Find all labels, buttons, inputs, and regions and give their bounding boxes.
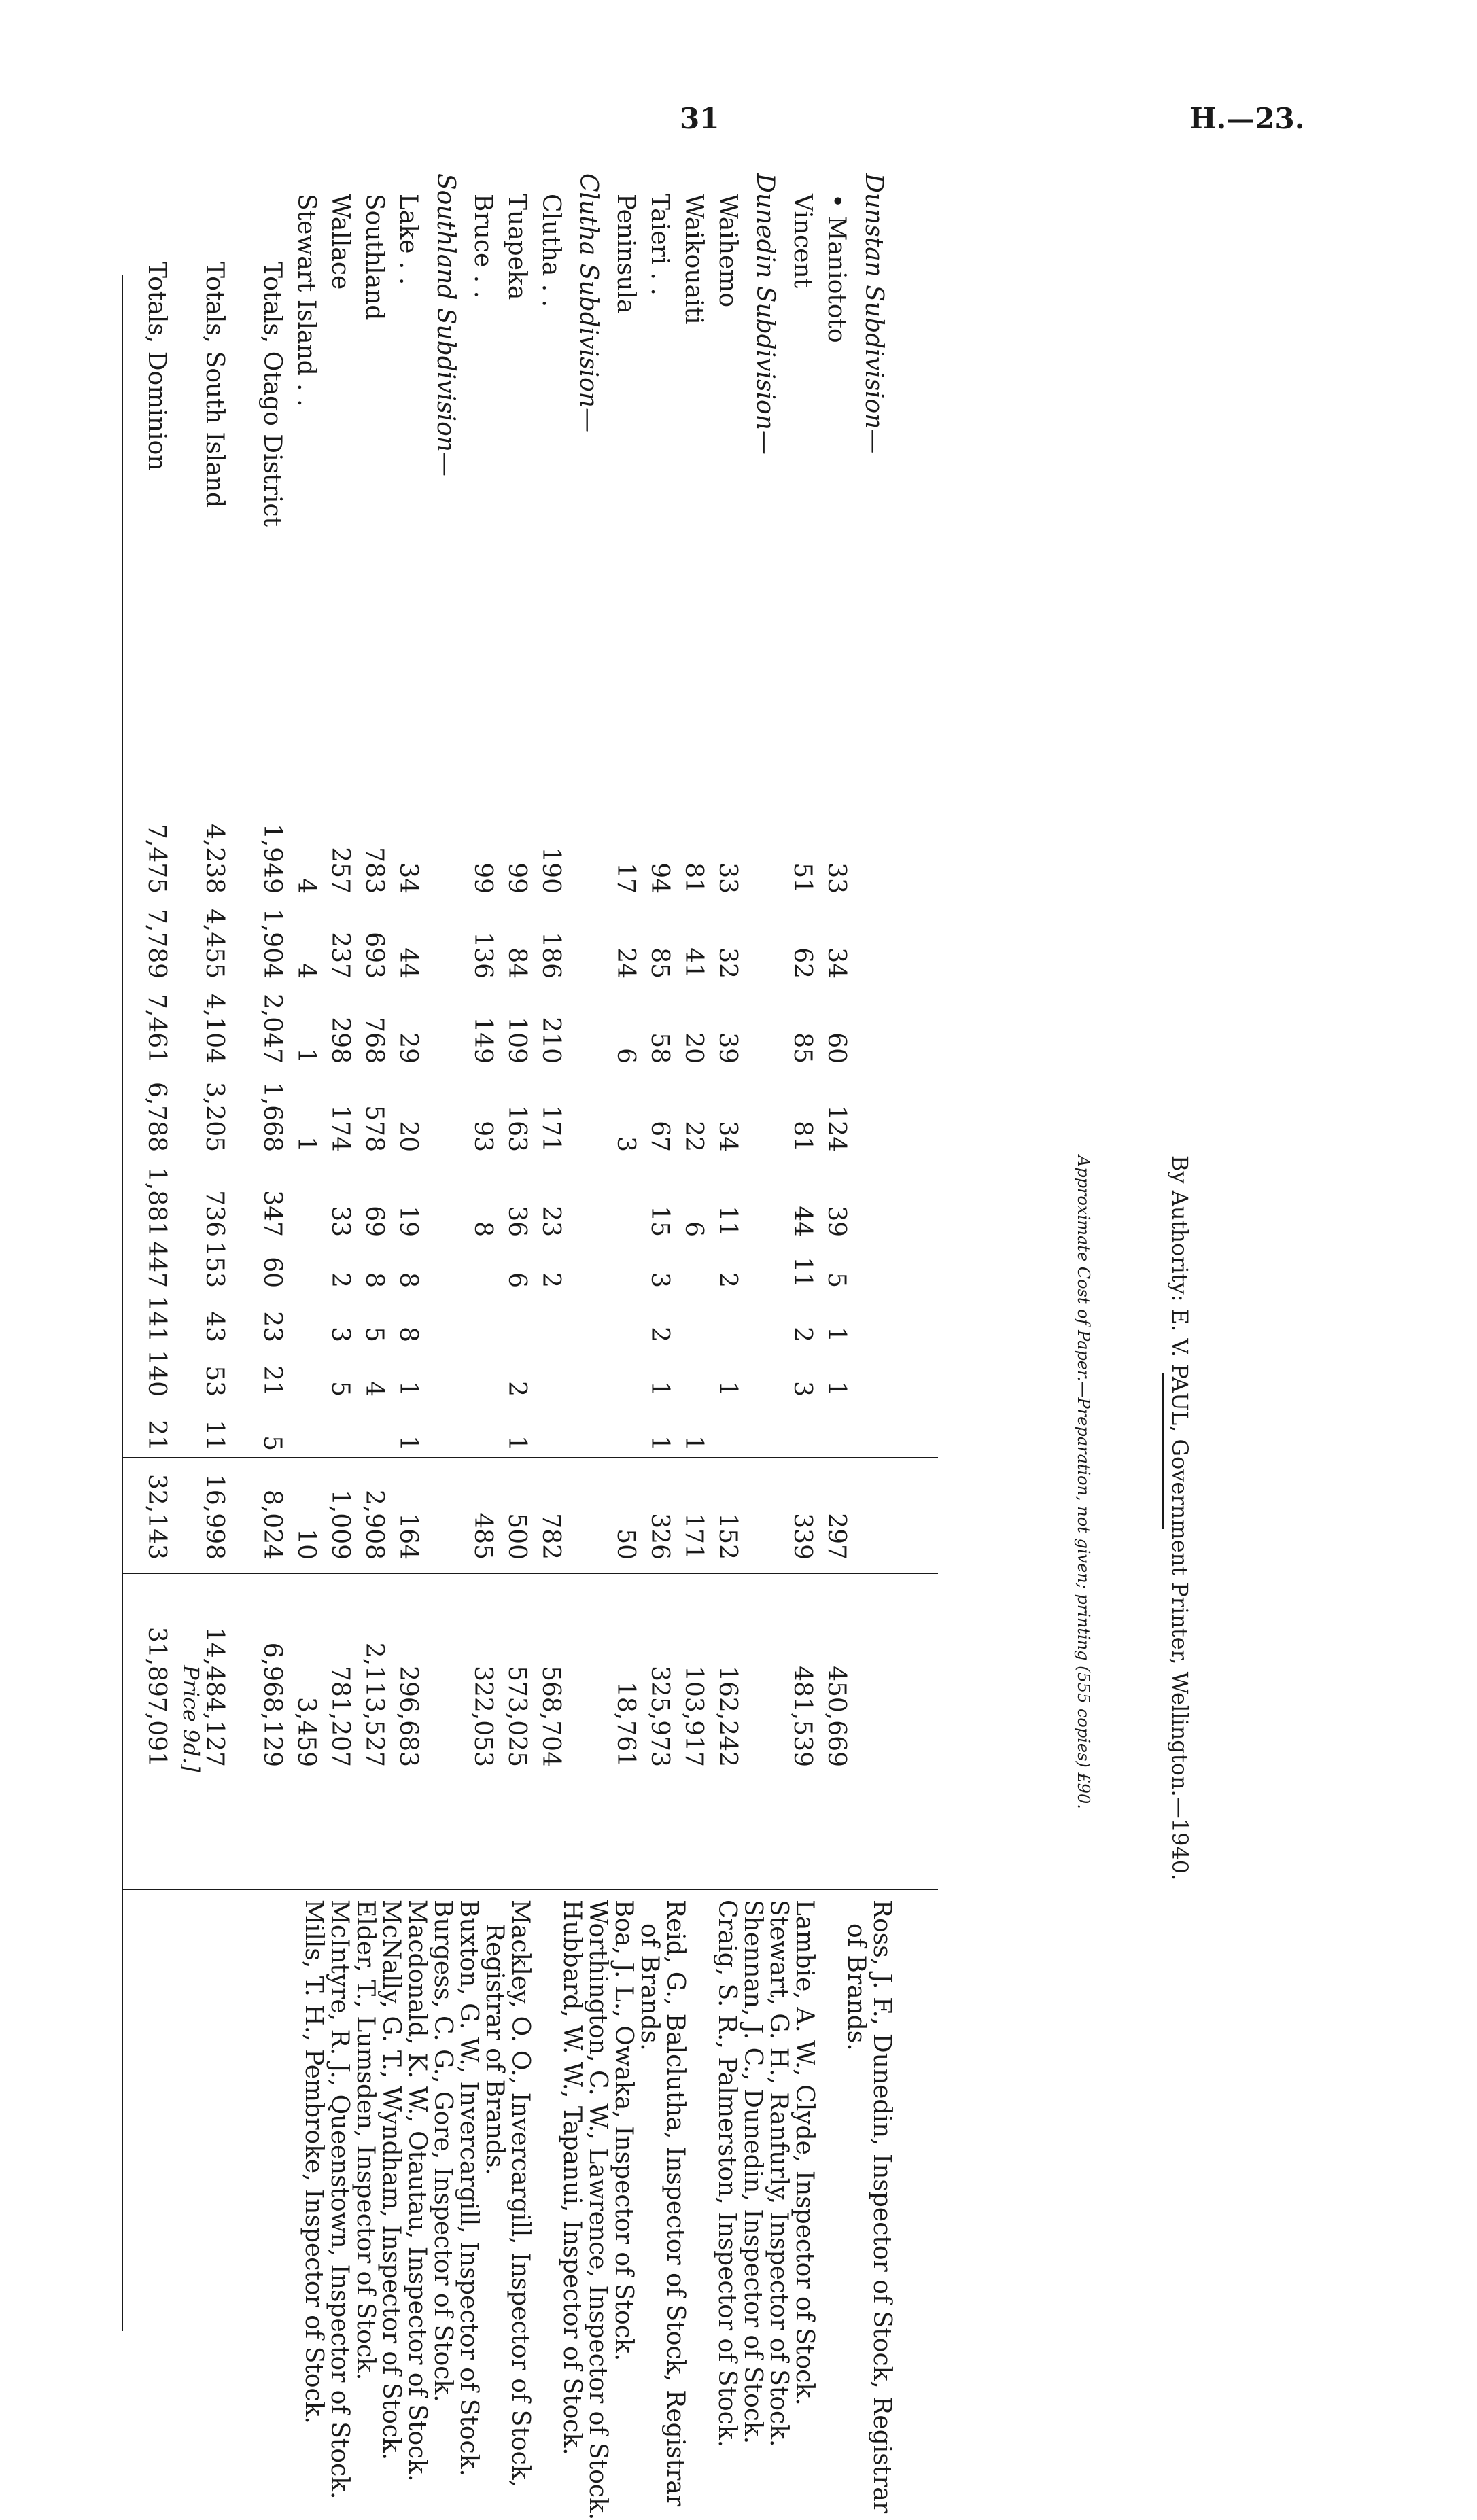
cell: 8 — [360, 1272, 388, 1288]
row-label: Dunstan Subdivision— — [860, 173, 888, 454]
cell: 34 — [714, 1121, 742, 1152]
inspector-text: McNally, G. T., Wyndham, Inspector of Stock. — [377, 1900, 405, 2461]
cell: 1 — [646, 1381, 674, 1397]
cell: 8 — [469, 1221, 497, 1237]
inspector-entry — [555, 173, 589, 2455]
cell: 6 — [680, 1221, 708, 1237]
cell: 1 — [680, 1435, 708, 1451]
cell: 14,484,127 — [201, 1626, 228, 1767]
cell: 124 — [822, 1105, 850, 1152]
cell: 450,669 — [822, 1666, 850, 1767]
cell: 32,143 — [143, 1474, 171, 1560]
cell: 171 — [680, 1513, 708, 1560]
cell: 33 — [822, 862, 850, 894]
cell: 485 — [469, 1513, 497, 1560]
row-label: Lake . . — [394, 194, 422, 285]
cell: 190 — [537, 847, 565, 894]
row-label: Dunedin Subdivision— — [751, 173, 779, 455]
cell: 23 — [537, 1206, 565, 1237]
cell: 781,207 — [326, 1666, 354, 1767]
cell: 23 — [258, 1311, 286, 1342]
cell: 136 — [469, 932, 497, 979]
row-label: Wallace — [326, 194, 354, 290]
cell: 7,461 — [143, 993, 171, 1064]
inspector-text: Elder, T., Lumsden, Inspector of Stock. — [351, 1900, 379, 2381]
cell: 141 — [143, 1295, 171, 1342]
cell: 3,459 — [292, 1696, 320, 1767]
row-label: Southland — [360, 194, 388, 321]
cell: 1,904 — [258, 908, 286, 979]
row-label: • Maniototo — [822, 194, 850, 343]
cell: 4,238 — [201, 823, 228, 894]
cell: 11 — [201, 1420, 228, 1451]
cell: 162,242 — [714, 1666, 742, 1767]
cell: 5 — [360, 1327, 388, 1342]
cell: 4,455 — [201, 908, 228, 979]
cell: 3 — [612, 1136, 640, 1152]
cell: 21 — [143, 1420, 171, 1451]
cell: 81 — [680, 862, 708, 894]
inspector-text: of Brands. — [636, 1923, 663, 2051]
cell: 22 — [680, 1121, 708, 1152]
cell: 109 — [503, 1017, 531, 1064]
cell: 736 — [201, 1190, 228, 1237]
cell: 163 — [503, 1105, 531, 1152]
cell: 322,053 — [469, 1666, 497, 1767]
cell: 60 — [822, 1032, 850, 1064]
cell: 60 — [258, 1257, 286, 1288]
inspector-text: Boa, J. L., Owaka, Inspector of Stock. — [610, 1900, 638, 2362]
price-note: Price 9d.] — [178, 1665, 204, 1772]
cell: 4 — [292, 878, 320, 894]
cell: 568,704 — [537, 1666, 565, 1767]
cell: 2 — [537, 1272, 565, 1288]
cell: 1 — [822, 1381, 850, 1397]
cell: 578 — [360, 1105, 388, 1152]
cell: 94 — [646, 862, 674, 894]
cell: 1 — [822, 1327, 850, 1342]
cell: 2 — [714, 1272, 742, 1288]
cell: 17 — [612, 862, 640, 894]
inspector-entry — [296, 173, 330, 2424]
cell: 7,789 — [143, 908, 171, 979]
cell: 140 — [143, 1350, 171, 1397]
row-label: Tuapeka — [503, 194, 531, 300]
cell: 62 — [788, 947, 816, 979]
inspector-text: Macdonald, K. W., Otautau, Inspector of Stock. — [403, 1900, 431, 2482]
cell: 39 — [822, 1206, 850, 1237]
cell: 20 — [394, 1121, 422, 1152]
cell: 44 — [394, 947, 422, 979]
cell: 41 — [680, 947, 708, 979]
cell: 237 — [326, 932, 354, 979]
cell: 186 — [537, 932, 565, 979]
cell: 2,113,527 — [360, 1642, 388, 1767]
cell: 5 — [326, 1381, 354, 1397]
document-reference: H.—23. — [1189, 102, 1305, 135]
cell: 298 — [326, 1017, 354, 1064]
totals-row — [139, 173, 173, 2331]
cost-note: Approximate Cost of Paper.—Preparation, not given; printing (555 copies) £90. — [1074, 1155, 1093, 1809]
cell: 257 — [326, 847, 354, 894]
row-label: Stewart Island . . — [292, 194, 320, 407]
cell: 210 — [537, 1017, 565, 1064]
inspector-text: Registrar of Brands. — [481, 1923, 508, 2175]
footer-rule — [1162, 1373, 1164, 1529]
cell: 16,998 — [201, 1474, 228, 1560]
row-label: Vincent — [788, 194, 816, 289]
cell: 2 — [788, 1327, 816, 1342]
cell: 24 — [612, 947, 640, 979]
cell: 33 — [714, 862, 742, 894]
row-label: Taieri . . — [646, 194, 674, 296]
inspector-text: Stewart, G. H., Ranfurly, Inspector of Stock. — [765, 1900, 793, 2447]
cell: 15 — [646, 1206, 674, 1237]
row-label: Totals, South Island — [201, 262, 228, 508]
cell: 99 — [503, 862, 531, 894]
cell: 326 — [646, 1513, 674, 1560]
row-label: Clutha . . — [537, 194, 565, 308]
cell: 152 — [714, 1513, 742, 1560]
cell: 1 — [503, 1435, 531, 1451]
cell: 6,968,129 — [258, 1642, 286, 1767]
cell: 31,897,091 — [143, 1626, 171, 1767]
cell: 19 — [394, 1206, 422, 1237]
row-label: Totals, Dominion — [143, 262, 171, 471]
row-label: Peninsula — [612, 194, 640, 314]
cell: 36 — [503, 1206, 531, 1237]
cell: 32 — [714, 947, 742, 979]
cell: 2,047 — [258, 993, 286, 1064]
cell: 99 — [469, 862, 497, 894]
cell: 8 — [394, 1272, 422, 1288]
cell: 2 — [503, 1381, 531, 1397]
inspector-text: Worthington, C. W., Lawrence, Inspector of Stock. — [584, 1900, 612, 2520]
cell: 1 — [394, 1381, 422, 1397]
cell: 325,973 — [646, 1666, 674, 1767]
inspector-text: Hubbard, W. W., Tapanui, Inspector of Stock. — [558, 1900, 586, 2455]
cell: 6,788 — [143, 1081, 171, 1152]
cell: 69 — [360, 1206, 388, 1237]
inspector-text: Reid, G., Balclutha, Inspector of Stock, Registrar — [661, 1900, 689, 2507]
cell: 164 — [394, 1513, 422, 1560]
cell: 11 — [788, 1257, 816, 1288]
cell: 1,009 — [326, 1489, 354, 1560]
cell: 81 — [788, 1121, 816, 1152]
cell: 1 — [714, 1381, 742, 1397]
cell: 347 — [258, 1190, 286, 1237]
row-label: Waikouaiti — [680, 194, 708, 325]
row-label: Totals, Otago District — [258, 262, 286, 527]
inspector-text: McIntyre, R. J., Queenstown, Inspector of Stock. — [326, 1900, 353, 2500]
inspector-text: Burgess, C. G., Gore, Inspector of Stock. — [429, 1900, 457, 2402]
cell: 29 — [394, 1032, 422, 1064]
cell: 84 — [503, 947, 531, 979]
cell: 11 — [714, 1206, 742, 1237]
inspector-text: Shennan, J. C., Dunedin, Inspector of Stock. — [739, 1900, 767, 2445]
cell: 149 — [469, 1017, 497, 1064]
cell: 10 — [292, 1528, 320, 1560]
cell: 2,908 — [360, 1489, 388, 1560]
cell: 768 — [360, 1017, 388, 1064]
cell: 67 — [646, 1121, 674, 1152]
cell: 85 — [646, 947, 674, 979]
cell: 339 — [788, 1513, 816, 1560]
cell: 53 — [201, 1365, 228, 1397]
row-label: Bruce . . — [469, 194, 497, 299]
cell: 500 — [503, 1513, 531, 1560]
inspector-text: Mills, T. H., Pembroke, Inspector of Stock. — [300, 1900, 328, 2424]
cell: 693 — [360, 932, 388, 979]
cell: 1 — [646, 1435, 674, 1451]
cell: 4 — [360, 1381, 388, 1397]
cell: 93 — [469, 1121, 497, 1152]
cell: 18,761 — [612, 1681, 640, 1767]
cell: 481,539 — [788, 1666, 816, 1767]
inspector-entry — [839, 173, 873, 2331]
cell: 782 — [537, 1513, 565, 1560]
cell: 20 — [680, 1032, 708, 1064]
cell: 33 — [326, 1206, 354, 1237]
authority-line: By Authority: E. V. PAUL, Government Printer, Wellington.—1940. — [1167, 1155, 1193, 1881]
inspector-text: Mackley, O. O., Invercargill, Inspector of Stock, — [506, 1900, 534, 2488]
cell: 1 — [292, 1048, 320, 1064]
inspector-text: Craig, S. R., Palmerston, Inspector of Stock. — [713, 1900, 741, 2448]
cell: 447 — [143, 1241, 171, 1288]
cell: 4,104 — [201, 993, 228, 1064]
cell: 1,668 — [258, 1081, 286, 1152]
cell: 34 — [822, 947, 850, 979]
cell: 783 — [360, 847, 388, 894]
cell: 103,917 — [680, 1666, 708, 1767]
cell: 21 — [258, 1365, 286, 1397]
row-label: Waihemo — [714, 194, 742, 308]
cell: 573,025 — [503, 1666, 531, 1767]
cell: 296,683 — [394, 1666, 422, 1767]
page-number: 31 — [680, 102, 720, 135]
cell: 5 — [258, 1435, 286, 1451]
inspector-text: Ross, J. F., Dunedin, Inspector of Stock, Registrar — [868, 1900, 896, 2514]
cell: 1 — [394, 1435, 422, 1451]
cell: 1,881 — [143, 1166, 171, 1237]
cell: 3 — [788, 1381, 816, 1397]
cell: 34 — [394, 862, 422, 894]
cell: 85 — [788, 1032, 816, 1064]
cell: 1 — [292, 1136, 320, 1152]
inspector-text: Buxton, G. W., Invercargill, Inspector of Stock. — [455, 1900, 483, 2477]
cell: 51 — [788, 862, 816, 894]
cell: 4 — [292, 963, 320, 979]
totals-row — [197, 173, 231, 2331]
cell: 8,024 — [258, 1489, 286, 1560]
cell: 7,475 — [143, 823, 171, 894]
cell: 8 — [394, 1327, 422, 1342]
cell: 1,949 — [258, 823, 286, 894]
cell: 50 — [612, 1528, 640, 1560]
stock-owners-table — [122, 173, 938, 2520]
cell: 2 — [326, 1272, 354, 1288]
cell: 5 — [822, 1272, 850, 1288]
cell: 297 — [822, 1513, 850, 1560]
row-label: Southland Subdivision— — [432, 173, 459, 476]
totals-row — [255, 173, 289, 2331]
inspector-text: of Brands. — [842, 1923, 870, 2051]
cell: 171 — [537, 1105, 565, 1152]
cell: 3 — [326, 1327, 354, 1342]
inspector-text: Lambie, A. W., Clyde, Inspector of Stock. — [790, 1900, 818, 2406]
cell: 3,205 — [201, 1081, 228, 1152]
cell: 153 — [201, 1241, 228, 1288]
cell: 2 — [646, 1327, 674, 1342]
cell: 6 — [503, 1272, 531, 1288]
cell: 6 — [612, 1048, 640, 1064]
cell: 43 — [201, 1311, 228, 1342]
inspector-entry — [710, 173, 744, 2448]
cell: 3 — [646, 1272, 674, 1288]
cell: 58 — [646, 1032, 674, 1064]
cell: 44 — [788, 1206, 816, 1237]
row-label: Clutha Subdivision— — [574, 173, 602, 432]
cell: 174 — [326, 1105, 354, 1152]
cell: 39 — [714, 1032, 742, 1064]
